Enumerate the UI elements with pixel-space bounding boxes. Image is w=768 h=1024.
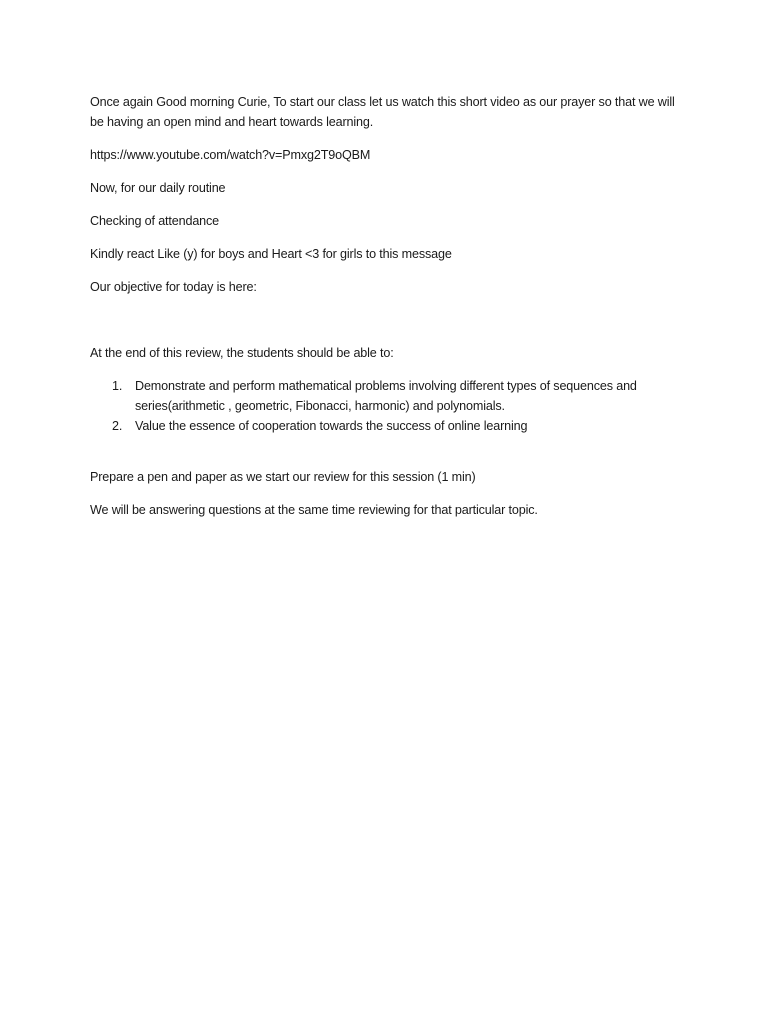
list-item: [90, 376, 680, 416]
spacer: [90, 310, 680, 343]
list-item: [90, 416, 680, 436]
review-intro-line: At the end of this review, the students should be able to:: [90, 346, 394, 360]
daily-routine-line: Now, for our daily routine: [90, 181, 226, 195]
list-item-number: 1.: [112, 379, 123, 393]
greeting-paragraph: Once again Good morning Curie, To start our class let us watch this short video as our prayer so that we will be having an open mind and heart towards learning.: [90, 95, 675, 129]
attendance-line: Checking of attendance: [90, 214, 220, 228]
list-item-text: Demonstrate and perform mathematical problems involving different types of sequences and series(arithmetic , geometric, Fibonacci, harmonic) and polynomials.: [135, 379, 637, 413]
list-item-number: 2.: [112, 419, 123, 433]
video-link: https://www.youtube.com/watch?v=Pmxg2T9oQBM: [90, 148, 371, 162]
objectives-list: [90, 376, 680, 436]
react-instruction-line: Kindly react Like (y) for boys and Heart <3 for girls to this message: [90, 247, 452, 261]
list-item-text: Value the essence of cooperation towards the success of online learning: [135, 419, 528, 433]
document-body: [90, 92, 680, 533]
prepare-line: Prepare a pen and paper as we start our review for this session (1 min): [90, 470, 476, 484]
closing-line: We will be answering questions at the same time reviewing for that particular topic.: [90, 503, 538, 517]
objective-intro-line: Our objective for today is here:: [90, 280, 257, 294]
spacer: [90, 436, 680, 467]
